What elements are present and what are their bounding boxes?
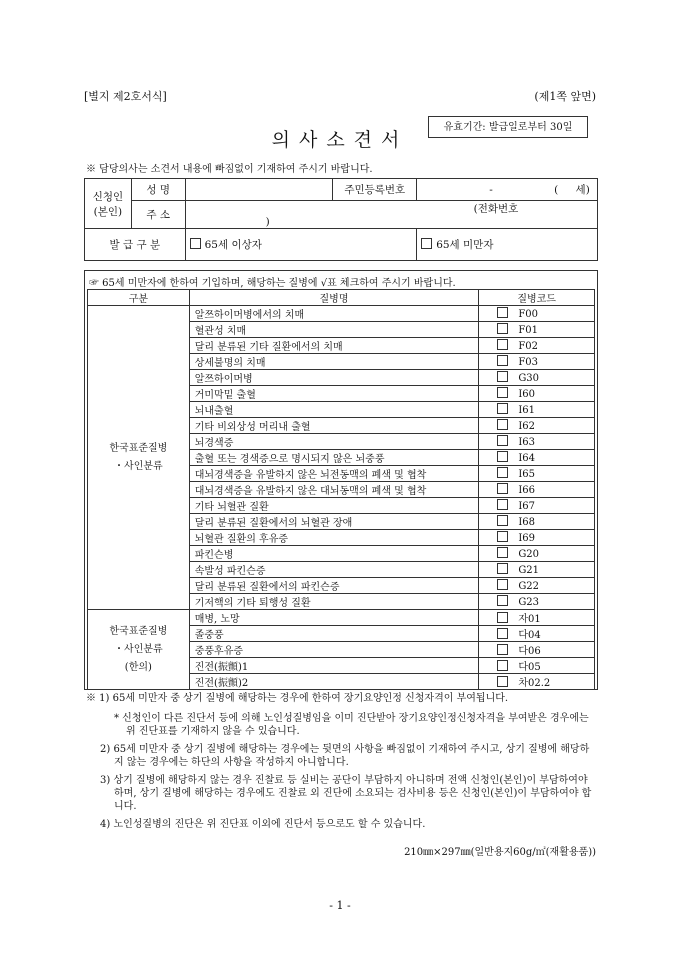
disease-code: G23 [518,597,540,608]
disease-checkbox[interactable] [497,387,508,398]
disease-checkbox[interactable] [497,563,508,574]
disease-name: 거미막밑 출혈 [189,386,479,402]
group1-category-label: 한국표준질병 ・사인분류 [88,306,190,610]
disease-code: I64 [518,453,535,464]
disease-name: 달리 분류된 질환에서의 파킨슨증 [189,578,479,594]
disease-code-cell[interactable] [479,658,595,674]
disease-code: F03 [518,357,538,368]
disease-code-cell[interactable] [479,594,595,610]
disease-code-cell[interactable] [479,578,595,594]
disease-code: I68 [518,517,535,528]
address-label: 주 소 [131,201,185,229]
notes-section [86,690,598,831]
disease-code-cell[interactable] [479,514,595,530]
disease-code-cell[interactable] [479,402,595,418]
disease-name: 상세불명의 치매 [189,354,479,370]
disease-name: 대뇌경색증을 유발하지 않은 뇌전동맥의 폐색 및 협착 [189,466,479,482]
disease-code-cell[interactable] [479,530,595,546]
over65-checkbox[interactable] [190,238,201,249]
disease-name: 파킨슨병 [189,546,479,562]
name-label: 성 명 [131,179,185,201]
disease-checkbox[interactable] [497,547,508,558]
disease-name: 졸중풍 [189,626,479,642]
rrn-label: 주민등록번호 [333,179,417,201]
disease-checkbox[interactable] [497,676,508,687]
address-field[interactable]: (전화번호 ) [185,201,597,229]
note-1-sub: * 신청인이 다른 진단서 등에 의해 노인성질병임을 이미 진단받아 장기요양인정신청자격을 부여받은 경우에는 위 진단표를 기재하지 않을 수 있습니다. [114,713,589,737]
disease-code-cell[interactable] [479,418,595,434]
name-field[interactable] [185,179,333,201]
disease-code: F00 [518,309,538,320]
disease-code: 다05 [518,662,541,673]
note-2: 2) 65세 미만자 중 상기 질병에 해당하는 경우에는 뒷면의 사항을 빠짐없이 기재하여 주시고, 상기 질병에 해당하지 않는 경우에는 하단의 사항을 작성하지 아니합니다. [100,744,590,768]
issue-under65-option[interactable]: 65세 미만자 [417,229,598,261]
disease-code: I67 [518,501,535,512]
disease-checkbox[interactable] [497,579,508,590]
disease-name: 알쯔하이머병에서의 치매 [189,306,479,322]
disease-code-cell[interactable] [479,306,595,322]
disease-code: G30 [518,373,540,384]
disease-code-cell[interactable] [479,386,595,402]
disease-checkbox[interactable] [497,339,508,350]
disease-code: I60 [518,389,535,400]
disease-checkbox[interactable] [497,595,508,606]
disease-checkbox[interactable] [497,435,508,446]
disease-name: 달리 분류된 질환에서의 뇌혈관 장애 [189,514,479,530]
disease-code-cell[interactable] [479,338,595,354]
disease-name: 뇌혈관 질환의 후유증 [189,530,479,546]
page-side-label: (제1쪽 앞면) [534,90,596,103]
disease-name: 뇌내출혈 [189,402,479,418]
disease-checkbox[interactable] [497,467,508,478]
disease-name: 대뇌경색증을 유발하지 않은 대뇌동맥의 폐색 및 협착 [189,482,479,498]
disease-code-cell[interactable] [479,482,595,498]
disease-code: 다06 [518,646,541,657]
disease-code-cell[interactable] [479,450,595,466]
page-title: 의사소견서 [271,129,409,151]
disease-code: G22 [518,581,540,592]
disease-code-cell[interactable] [479,322,595,338]
disease-name: 속발성 파킨슨증 [189,562,479,578]
disease-code: 차02.2 [518,678,551,689]
disease-name: 뇌경색증 [189,434,479,450]
disease-name: 달리 분류된 기타 질환에서의 치매 [189,338,479,354]
disease-code: F01 [518,325,538,336]
disease-name: 기타 비외상성 머리내 출혈 [189,418,479,434]
disease-checkbox[interactable] [497,403,508,414]
disease-code-cell[interactable] [479,610,595,626]
disease-checkbox[interactable] [497,628,508,639]
disease-row [88,306,595,322]
disease-code: I62 [518,421,535,432]
disease-code-cell[interactable] [479,546,595,562]
disease-checkbox[interactable] [497,419,508,430]
disease-checkbox[interactable] [497,499,508,510]
disease-code-cell[interactable] [479,498,595,514]
header-code: 질병코드 [479,290,595,306]
disease-name: 진전(振顫)1 [189,658,479,674]
disease-code-cell[interactable] [479,642,595,658]
disease-code-cell[interactable] [479,370,595,386]
disease-checkbox[interactable] [497,644,508,655]
disease-name: 출혈 또는 경색증으로 명시되지 않은 뇌중풍 [189,450,479,466]
disease-checkbox[interactable] [497,323,508,334]
page-number: - 1 - [329,899,351,912]
disease-code-cell[interactable] [479,626,595,642]
disease-checkbox[interactable] [497,355,508,366]
disease-table [87,289,595,690]
header-category: 구분 [88,290,190,306]
disease-checkbox[interactable] [497,660,508,671]
disease-code: F02 [518,341,538,352]
disease-code: 다04 [518,630,541,641]
disease-name: 혈관성 치매 [189,322,479,338]
disease-name: 진전(振顫)2 [189,674,479,690]
note-4: 4) 노인성질병의 진단은 위 진단표 이외에 진단서 등으로도 할 수 있습니다. [100,819,426,830]
applicant-table [84,178,598,261]
disease-code: 자01 [518,614,541,625]
note-1: ※ 1) 65세 미만자 중 상기 질병에 해당하는 경우에 한하여 장기요양인정 신청자격이 부여됩니다. [86,693,509,704]
notice-text: ※ 담당의사는 소견서 내용에 빠짐없이 기재하여 주시기 바랍니다. [86,164,373,175]
disease-code-cell[interactable] [479,466,595,482]
disease-code-cell[interactable] [479,562,595,578]
issue-over65-option[interactable]: 65세 이상자 [185,229,417,261]
disease-checkbox[interactable] [497,307,508,318]
disease-checkbox[interactable] [497,531,508,542]
applicant-group-label: 신청인 (본인) [85,179,132,229]
disease-code: G21 [518,565,540,576]
validity-box: 유효기간: 발급일로부터 30일 [428,116,588,138]
disease-name: 기저핵의 기타 퇴행성 질환 [189,594,479,610]
disease-code: G20 [518,549,540,560]
disease-checkbox[interactable] [497,371,508,382]
disease-code-cell[interactable] [479,354,595,370]
disease-row [88,610,595,626]
disease-code: I61 [518,405,535,416]
disease-code-cell[interactable] [479,434,595,450]
disease-checkbox[interactable] [497,483,508,494]
paper-spec: 210㎜×297㎜(일반용지60g/㎡(재활용품)) [404,847,596,858]
disease-name: 기타 뇌혈관 질환 [189,498,479,514]
disease-name: 중풍후유증 [189,642,479,658]
disease-code-cell[interactable] [479,674,595,690]
disease-code: I65 [518,469,535,480]
under65-checkbox[interactable] [421,238,432,249]
rrn-field[interactable]: - ( 세) [417,179,598,201]
disease-code: I66 [518,485,535,496]
disease-checkbox[interactable] [497,451,508,462]
note-3: 3) 상기 질병에 해당하지 않는 경우 진찰료 등 실비는 공단이 부담하지 아니하며 전액 신청인(본인)이 부담하여야 하며, 상기 질병에 해당하는 경우에도 진찰료 외 진단에 소요되는 검사비용 등은 신청인(본인)이 부담하여야 합니다. [100,775,592,812]
instruction-text: ☞ 65세 미만자에 한하여 기입하며, 해당하는 질병에 √표 체크하여 주시기 바랍니다. [89,278,456,289]
disease-code: I63 [518,437,535,448]
disease-checkbox[interactable] [497,612,508,623]
form-label: [별지 제2호서식] [84,90,167,103]
disease-section [84,270,598,690]
group2-category-label: 한국표준질병 ・사인분류 (한의) [88,610,190,690]
disease-code: I69 [518,533,535,544]
disease-checkbox[interactable] [497,515,508,526]
disease-name: 매병, 노망 [189,610,479,626]
header-disease: 질병명 [189,290,479,306]
disease-name: 알쯔하이머병 [189,370,479,386]
issue-type-label: 발 급 구 분 [85,229,186,261]
